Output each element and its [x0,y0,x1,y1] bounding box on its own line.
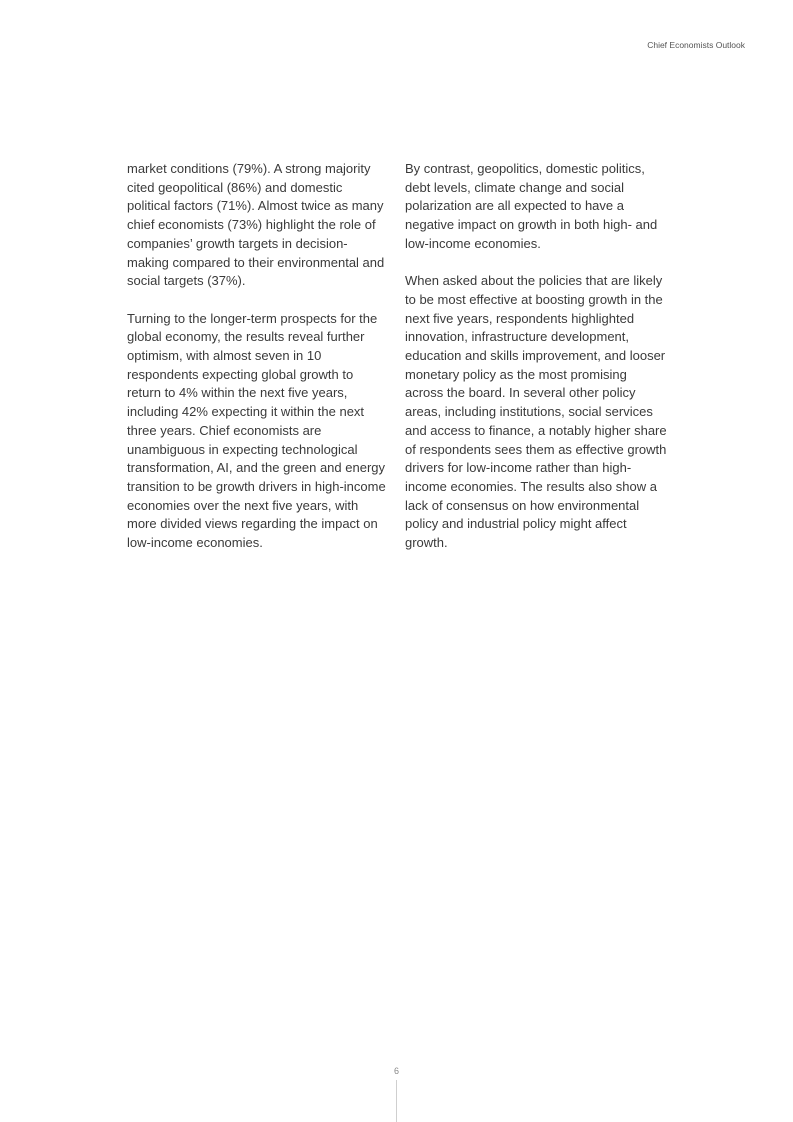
page-number: 6 [393,1066,399,1076]
page-number-rule [396,1080,397,1122]
right-text-column [405,160,667,553]
left-text-column [127,160,389,553]
body-paragraph: market conditions (79%). A strong majority cited geopolitical (86%) and domestic political factors (71%). Almost twice as many chief economists (73%) highlight the role of companies’ growth targets in decision-making compared to their environmental and social targets (37%). [127,161,385,289]
body-paragraph: Turning to the longer-term prospects for the global economy, the results reveal further optimism, with almost seven in 10 respondents expecting global growth to return to 4% within the next five years, including 42% expecting it within the next three years. Chief economists are unambiguous in expecting technological transformation, AI, and the green and energy transition to be growth drivers in high-income economies over the next five years, with more divided views regarding the impact on low-income economies. [127,310,386,551]
body-paragraph: By contrast, geopolitics, domestic politics, debt levels, climate change and social polarization are all expected to have a negative impact on growth in both high- and low-income economies. [405,161,658,251]
body-paragraph: When asked about the policies that are likely to be most effective at boosting growth in the next five years, respondents highlighted innovation, infrastructure development, education and skills improvement, and looser monetary policy as the most promising across the board. In several other policy areas, including institutions, social services and access to finance, a notably higher share of respondents sees them as effective growth drivers for low-income rather than high-income economies. The results also show a lack of consensus on how environmental policy and industrial policy might affect growth. [405,273,667,551]
running-header: Chief Economists Outlook [647,40,745,50]
